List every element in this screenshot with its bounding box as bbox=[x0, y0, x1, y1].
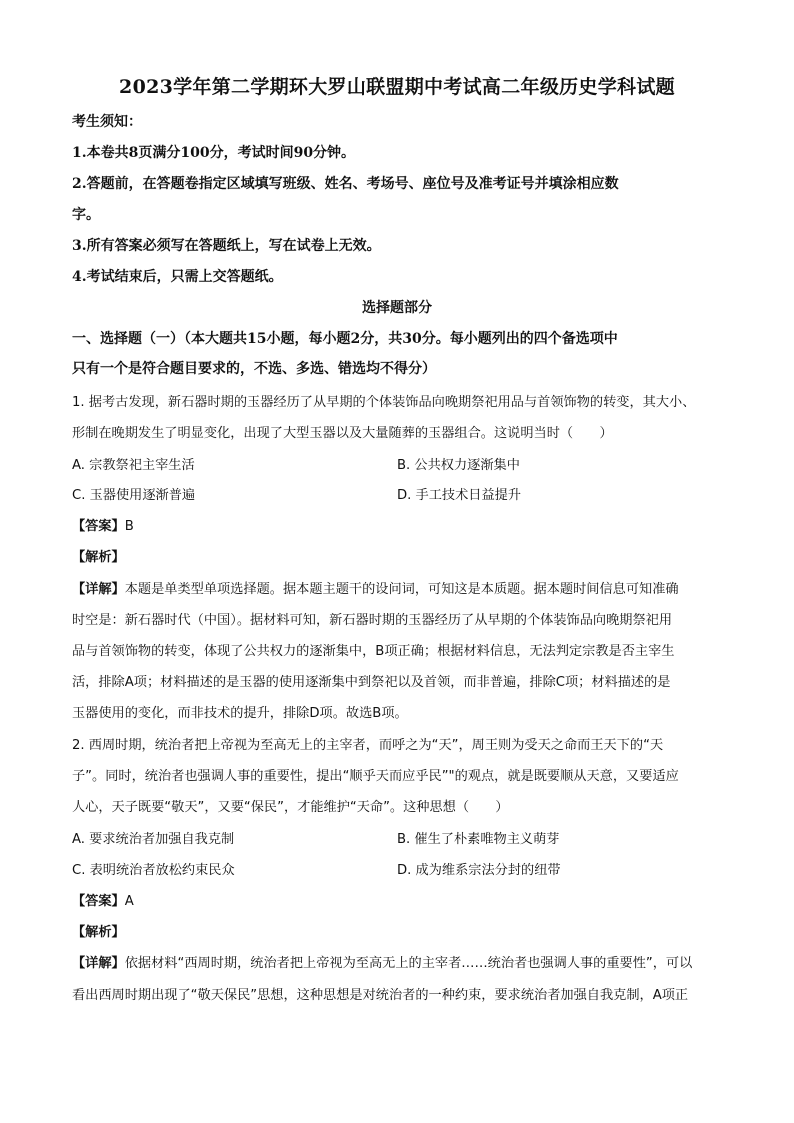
q1-answer-tag: 【答案】 bbox=[72, 519, 125, 534]
q1-option-d: D. 手工技术日益提升 bbox=[397, 488, 522, 503]
section-title: 选择题部分 bbox=[362, 300, 432, 316]
q2-stem-2: 子”。同时，统治者也强调人事的重要性，提出“顺乎天而应乎民”"的观点，就是既要顺从天意，又要适应 bbox=[72, 769, 679, 784]
notice-item-4: 4.考试结束后，只需上交答题纸。 bbox=[72, 269, 283, 285]
q1-detail-text-1: 本题是单类型单项选择题。据本题主题干的设问词，可知这是本质题。据本题时间信息可知准确 bbox=[124, 582, 679, 597]
q1-analysis-tag: 【解析】 bbox=[72, 550, 125, 565]
q2-analysis-tag: 【解析】 bbox=[72, 925, 125, 940]
q1-answer-value: B bbox=[124, 519, 134, 534]
q1-detail-2: 时空是：新石器时代（中国）。据材料可知，新石器时期的玉器经历了从早期的个体装饰品向晚期祭祀用 bbox=[72, 613, 673, 628]
q2-answer bbox=[72, 890, 732, 909]
q2-detail-2: 看出西周时期出现了“敬天保民”思想，这种思想是对统治者的一种约束，要求统治者加强自我克制，A项正 bbox=[72, 988, 689, 1003]
q2-option-a: A. 要求统治者加强自我克制 bbox=[72, 832, 235, 847]
section-instruction-2: 只有一个是符合题目要求的，不选、多选、错选均不得分） bbox=[72, 361, 436, 377]
q2-option-b: B. 催生了朴素唯物主义萌芽 bbox=[397, 832, 560, 847]
q2-stem-3: 人心，天子既要“敬天”，又要“保民”，才能维护“天命”。这种思想（ ） bbox=[72, 800, 509, 815]
q1-stem-2: 形制在晚期发生了明显变化，出现了大型玉器以及大量随葬的玉器组合。这说明当时（ ） bbox=[72, 426, 613, 441]
q1-option-b: B. 公共权力逐渐集中 bbox=[397, 458, 520, 473]
q1-detail-3: 品与首领饰物的转变，体现了公共权力的逐渐集中，B项正确；根据材料信息，无法判定宗教是否主宰生 bbox=[72, 644, 675, 659]
notice-item-3: 3.所有答案必须写在答题纸上，写在试卷上无效。 bbox=[72, 238, 381, 254]
q1-answer bbox=[72, 515, 732, 534]
q2-detail-text-1: 依据材料“西周时期，统治者把上帝视为至高无上的主宰者……统治者也强调人事的重要性”，可以 bbox=[124, 956, 693, 971]
q2-detail-1 bbox=[72, 952, 732, 971]
notice-heading: 考生须知： bbox=[72, 114, 142, 130]
notice-item-2-cont: 字。 bbox=[72, 207, 100, 223]
notice-item-2: 2.答题前，在答题卷指定区域填写班级、姓名、考场号、座位号及准考证号并填涂相应数 bbox=[72, 176, 619, 192]
q2-stem-1: 2. 西周时期，统治者把上帝视为至高无上的主宰者，而呼之为“天”，周王则为受天之命而王天下的“天 bbox=[72, 738, 664, 753]
q2-option-d: D. 成为维系宗法分封的纽带 bbox=[397, 863, 561, 878]
q1-detail-1 bbox=[72, 578, 732, 597]
q1-detail-5: 玉器使用的变化，而非技术的提升，排除D项。故选B项。 bbox=[72, 706, 408, 721]
q2-option-c: C. 表明统治者放松约束民众 bbox=[72, 863, 235, 878]
q1-stem-1: 1. 据考古发现，新石器时期的玉器经历了从早期的个体装饰品向晚期祭祀用品与首领饰物的转变，其大小、 bbox=[72, 395, 696, 410]
q1-option-c: C. 玉器使用逐渐普遍 bbox=[72, 488, 196, 503]
exam-title: 2023学年第二学期环大罗山联盟期中考试高二年级历史学科试题 bbox=[119, 76, 675, 98]
q1-detail-4: 活，排除A项；材料描述的是玉器的使用逐渐集中到祭祀以及首领，而非普遍，排除C项；材料描述的是 bbox=[72, 675, 671, 690]
q1-option-a: A. 宗教祭祀主宰生活 bbox=[72, 458, 195, 473]
q2-detail-tag: 【详解】 bbox=[72, 956, 125, 971]
notice-item-1: 1.本卷共8页满分100分，考试时间90分钟。 bbox=[72, 145, 356, 161]
q2-answer-value: A bbox=[124, 894, 134, 909]
q2-answer-tag: 【答案】 bbox=[72, 894, 125, 909]
section-instruction-1: 一、选择题（一）（本大题共15小题，每小题2分，共30分。每小题列出的四个备选项中 bbox=[72, 331, 618, 347]
q1-detail-tag: 【详解】 bbox=[72, 582, 125, 597]
